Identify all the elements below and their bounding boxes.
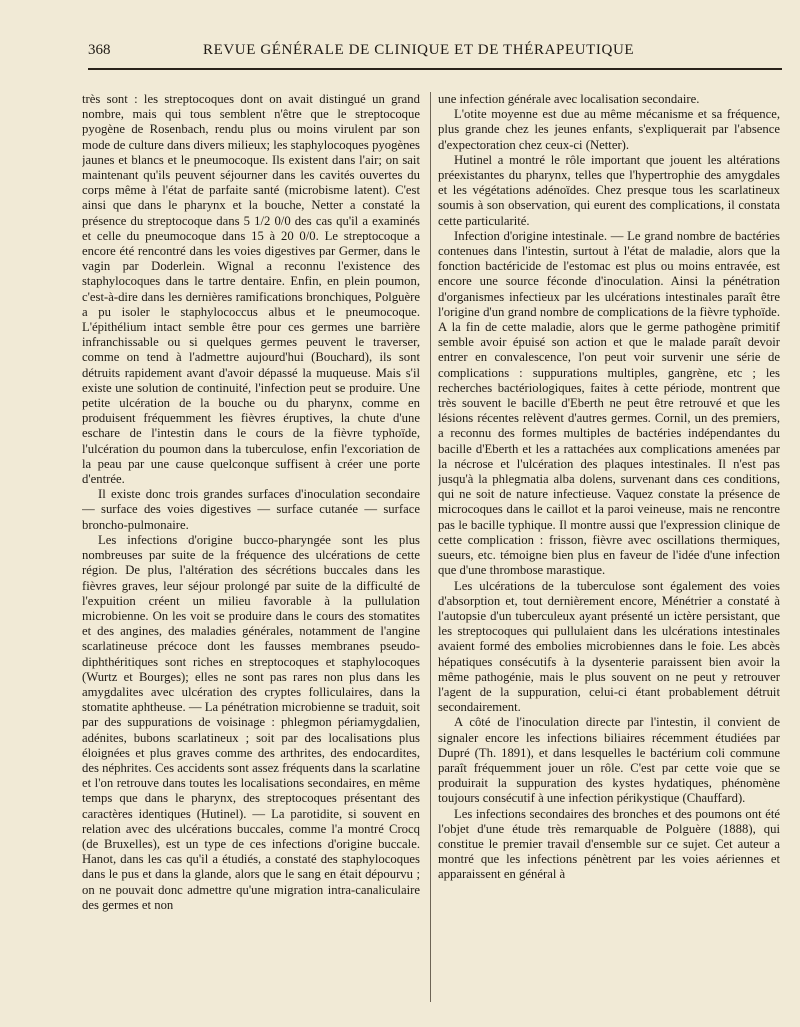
paragraph: Infection d'origine intestinale. — Le grand nombre de bactéries contenues dans l'intestin, surtout à l'état de maladie, alors que la fonction bactéricide de l'estomac est plus ou moins entravée, est encore une source féconde d'inoculation. Ainsi la pénétration d'organismes infectieux par les ulcérations intestinales paraît être l'origine d'un grand nombre de complications de la fièvre typhoïde. A la fin de cette maladie, alors que le germe pathogène primitif semble avoir épuisé son action et que le malade paraît devoir entrer en convalescence, l'on peut voir survenir une série de complications : suppurations multiples, gangrène, etc ; les recherches bactériologiques, faites à cette période, montrent que très souvent le bacille d'Eberth ne peut être retrouvé et que les lésions récentes relèvent d'autres germes. Cornil, un des premiers, a reconnu des formes multiples de bactéries indépendantes du bacille d'Eberth et les a rattachées aux complications amenées par la nécrose et l'ulcération des plaques intestinales. Il n'est pas jusqu'à la phlegmatia alba dolens, survenant dans ces conditions, qui ne soit de nature infectieuse. Vaquez constate la présence de microcoques dans le caillot et la paroi veineuse, mais ne rencontre pas le bacille typhique. Il montre aussi que l'expression clinique de cette complication : frisson, fièvre avec oscillations thermiques, sueurs, etc. témoigne bien plus en faveur de l'idée d'une infection que d'une thrombose marastique. (438, 228, 780, 578)
column-divider (430, 92, 431, 1002)
running-head (88, 40, 788, 66)
journal-title: REVUE GÉNÉRALE DE CLINIQUE ET DE THÉRAPEUTIQUE (203, 42, 635, 58)
paragraph: très sont : les streptocoques dont on avait distingué un grand nombre, mais qui tous semblent n'être que le streptocoque pyogène de Rosenbach, rendu plus ou moins virulent par son mode de culture dans divers milieux; les staphylocoques pyogènes jaunes et blancs et le pneumocoque. Ils existent dans l'air; on sait maintenant qu'ils peuvent séjourner dans les cavités ouvertes du corps même à l'état de parfaite santé (microbisme latent). C'est ainsi que dans le pharynx et la bouche, Netter a constaté la présence du streptocoque dans 5 1/2 0/0 des cas qu'il a examinés et celle du pneumocoque dans 15 à 20 0/0. Le streptocoque a encore été rencontré dans les voies digestives par Germer, dans le vagin par Doderlein. Wignal a reconnu l'existence des staphylocoques dans le tartre dentaire. Enfin, en plein poumon, c'est-à-dire dans les dernières ramifications bronchiques, Polguère a pu isoler le staphylococcus albus et le pneumocoque. L'épithélium intact semble être pour ces germes une barrière infranchissable ou si quelques germes peuvent le traverser, comme on tend à l'admettre aujourd'hui (Bouchard), ils sont détruits rapidement avant d'avoir dépassé la muqueuse. Mais s'il existe une solution de continuité, l'infection peut se produire. Une petite ulcération de la bouche ou du pharynx, comme en produisent fréquemment les fièvres éruptives, la chute d'une eschare de l'intestin dans le cours de la fièvre typhoïde, l'ulcération du poumon dans la tuberculose, enfin l'excoriation de la peau par une cause quelconque suffisent à créer une porte d'entrée. (82, 92, 420, 487)
right-column (438, 92, 780, 1012)
paragraph: Il existe donc trois grandes surfaces d'inoculation secondaire — surface des voies digestives — surface cutanée — surface broncho-pulmonaire. (82, 487, 420, 532)
paragraph: A côté de l'inoculation directe par l'intestin, il convient de signaler encore les infections biliaires récemment étudiées par Dupré (Th. 1891), et dans lesquelles le bactérium coli commune paraît fréquemment jouer un rôle. C'est par cette voie que se produirait la suppuration des kystes hydatiques, phénomène toujours consécutif à une infection périkystique (Chauffard). (438, 715, 780, 806)
paragraph: Les infections secondaires des bronches et des poumons ont été l'objet d'une étude très remarquable de Polguère (1888), qui constitue le premier travail d'ensemble sur ce sujet. Cet auteur a montré que les infections pénètrent par les voies aériennes et apparaissent en général à (438, 806, 780, 882)
left-column (82, 92, 420, 1012)
paragraph: Les ulcérations de la tuberculose sont également des voies d'absorption et, tout dernièrement encore, Ménétrier a constaté à l'autopsie d'un tuberculeux ayant présenté un ictère persistant, que les streptocoques qui pullulaient dans les ulcérations intestinales avaient formé des embolies microbiennes dans le foie. Les abcès hépatiques consécutifs à la dysenterie paraissent bien avoir la même pathogénie, mais le plus souvent on ne peut y retrouver l'agent de la suppuration, celui-ci étant probablement détruit secondairement. (438, 578, 780, 715)
paragraph: Hutinel a montré le rôle important que jouent les altérations préexistantes du pharynx, telles que l'hypertrophie des amygdales et les végétations adénoïdes. Chez presque tous les scarlatineux soumis à son observation, qui eurent des complications, il constata cette particularité. (438, 152, 780, 228)
paragraph: une infection générale avec localisation secondaire. (438, 92, 700, 106)
page-number: 368 (88, 42, 111, 58)
header-rule (88, 68, 782, 70)
paragraph: Les infections d'origine bucco-pharyngée sont les plus nombreuses par suite de la fréquence des ulcérations de cette région. De plus, l'altération des sécrétions buccales dans les fièvres graves, leur séjour prolongé par suite de la difficulté de l'expuition créent un milieu favorable à la pullulation microbienne. On les voit se produire dans le cours des stomatites et des angines, des maladies générales, notamment de l'angine scarlatineuse précoce dont les fausses membranes pseudo-diphthéritiques sont riches en streptocoques et staphylocoques (Wurtz et Bourges); elles ne sont pas rares non plus dans les amygdalites avec ulcération des cryptes folliculaires, dans la stomatite aphtheuse. — La pénétration microbienne se traduit, soit par des suppurations de voisinage : phlegmon périamygdalien, adénites, bubons scarlatineux ; soit par des localisations plus éloignées et plus graves comme des arthrites, des endocardites, des néphrites. Ces accidents sont assez fréquents dans la scarlatine et l'on retrouve dans toutes les localisations secondaires, en même temps que dans le pharynx, des streptocoques présentant des caractères identiques (Hutinel). — La parotidite, si souvent en relation avec des ulcérations buccales, comme l'a montré Crocq (de Bruxelles), est un type de ces infections d'origine buccale. Hanot, dans les cas qu'il a étudiés, a constaté des staphylocoques dans le pus et dans la glande, alors que le sang en était dépourvu ; on ne pouvait donc admettre qu'une migration intra-canaliculaire des germes et non (82, 532, 420, 912)
paragraph: L'otite moyenne est due au même mécanisme et sa fréquence, plus grande chez les jeunes enfants, s'expliquerait par l'absence d'expectoration chez ceux-ci (Netter). (438, 107, 780, 152)
